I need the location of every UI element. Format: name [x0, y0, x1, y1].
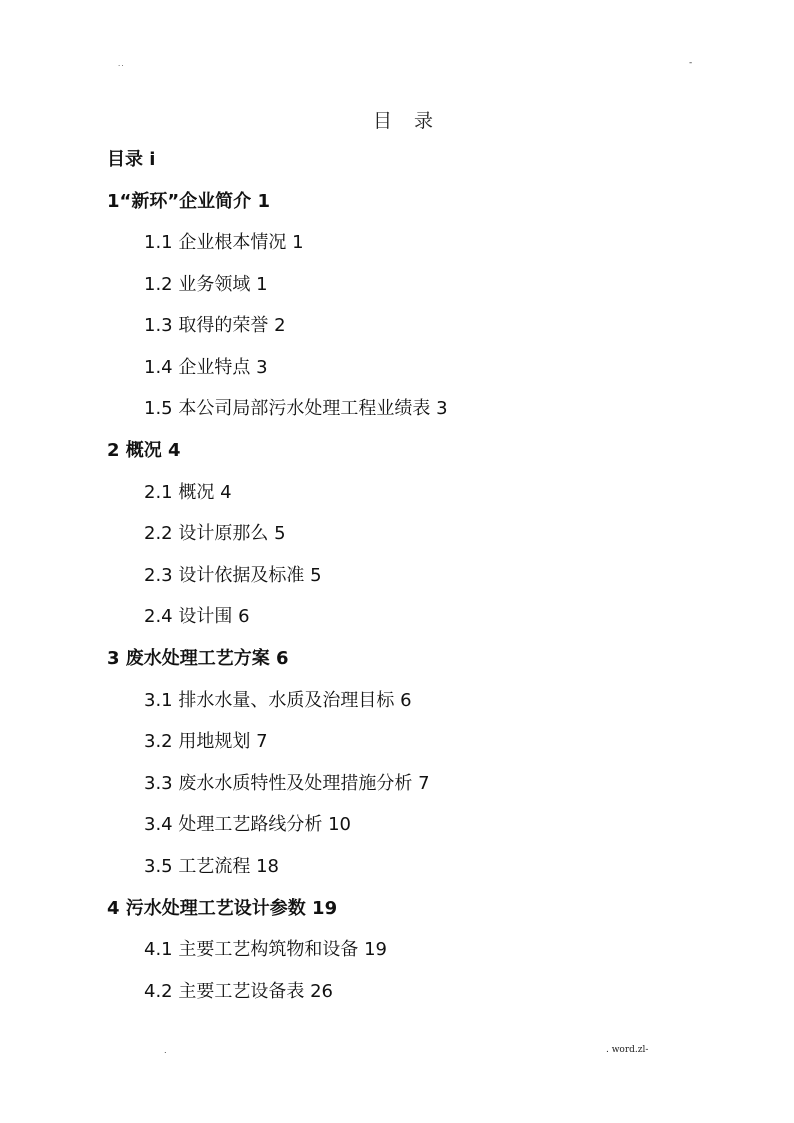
toc-entry-4-1[interactable]: 4.1 主要工艺构筑物和设备 19 — [144, 939, 387, 960]
toc-entry-3[interactable]: 3 废水处理工艺方案 6 — [107, 648, 289, 669]
footer-watermark: . word.zl- — [606, 1045, 649, 1055]
toc-entry-contents[interactable]: 目录 i — [107, 149, 156, 170]
footer-left-mark: . — [164, 1046, 167, 1055]
toc-entry-1-3[interactable]: 1.3 取得的荣誉 2 — [144, 315, 286, 336]
toc-entry-3-1[interactable]: 3.1 排水水量、水质及治理目标 6 — [144, 690, 412, 711]
toc-entry-1[interactable]: 1“新环”企业简介 1 — [107, 191, 270, 212]
toc-entry-2-2[interactable]: 2.2 设计原那么 5 — [144, 523, 286, 544]
toc-entry-1-4[interactable]: 1.4 企业特点 3 — [144, 357, 268, 378]
toc-entry-2[interactable]: 2 概况 4 — [107, 440, 181, 461]
toc-entry-2-1[interactable]: 2.1 概况 4 — [144, 482, 232, 503]
toc-entry-2-3[interactable]: 2.3 设计依据及标准 5 — [144, 565, 322, 586]
toc-entry-2-4[interactable]: 2.4 设计围 6 — [144, 606, 250, 627]
toc-entry-4-2[interactable]: 4.2 主要工艺设备表 26 — [144, 981, 333, 1002]
toc-entry-3-4[interactable]: 3.4 处理工艺路线分析 10 — [144, 814, 351, 835]
toc-entry-1-2[interactable]: 1.2 业务领域 1 — [144, 274, 268, 295]
header-left-mark: .. — [118, 60, 125, 68]
toc-entry-4[interactable]: 4 污水处理工艺设计参数 19 — [107, 898, 338, 919]
toc-entry-3-5[interactable]: 3.5 工艺流程 18 — [144, 856, 279, 877]
toc-title: 目 录 — [372, 110, 442, 132]
header-right-mark: - — [689, 58, 693, 68]
toc-entry-3-3[interactable]: 3.3 废水水质特性及处理措施分析 7 — [144, 773, 430, 794]
toc-entry-1-5[interactable]: 1.5 本公司局部污水处理工程业绩表 3 — [144, 398, 448, 419]
toc-entry-1-1[interactable]: 1.1 企业根本情况 1 — [144, 232, 304, 253]
toc-entry-3-2[interactable]: 3.2 用地规划 7 — [144, 731, 268, 752]
